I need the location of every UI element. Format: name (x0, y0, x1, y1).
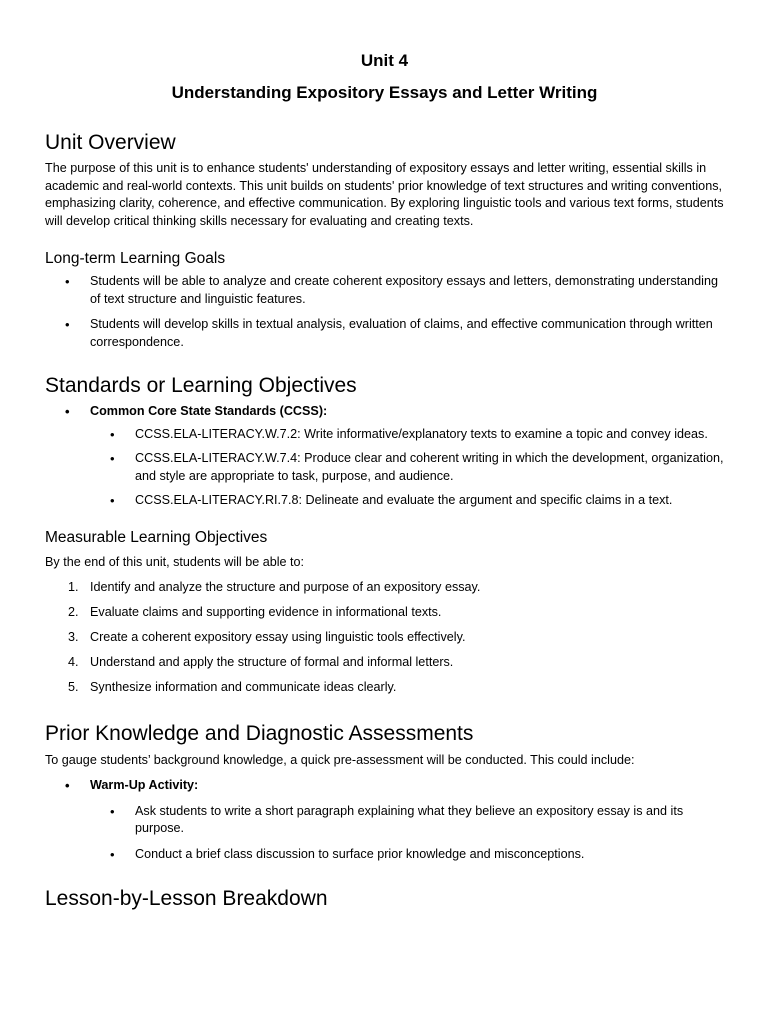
objective-number: 2. (68, 605, 79, 619)
measurable-objectives-intro: By the end of this unit, students will be able to: (45, 554, 305, 569)
objective-number: 1. (68, 580, 79, 594)
standard-item: • CCSS.ELA-LITERACY.RI.7.8: Delineate and evaluate the argument and specific claims in a text. (45, 492, 724, 510)
goal-item: • Students will develop skills in textual analysis, evaluation of claims, and effective communication through written correspondence. (45, 316, 724, 351)
unit-title: Unit 4 (360, 51, 409, 70)
warm-up-item: • Conduct a brief class discussion to surface prior knowledge and misconceptions. (45, 846, 724, 864)
long-term-goals-heading: Long-term Learning Goals (45, 250, 226, 267)
objective-text: Understand and apply the structure of formal and informal letters. (90, 655, 454, 669)
objective-number: 3. (68, 630, 79, 644)
warm-up-label: • Warm-Up Activity: (45, 777, 724, 795)
unit-subtitle: Understanding Expository Essays and Letter Writing (171, 83, 598, 102)
objective-number: 4. (68, 655, 79, 669)
unit-overview-heading: Unit Overview (45, 131, 176, 154)
objective-item (45, 629, 724, 647)
warm-up-activity-list (45, 803, 724, 864)
objective-number: 5. (68, 680, 79, 694)
objective-text: Identify and analyze the structure and purpose of an expository essay. (90, 580, 481, 594)
standard-item: • CCSS.ELA-LITERACY.W.7.2: Write informative/explanatory texts to examine a topic and convey ideas. (45, 426, 724, 444)
measurable-objectives-list (45, 579, 724, 697)
objective-text: Create a coherent expository essay using linguistic tools effectively. (90, 630, 466, 644)
prior-knowledge-intro: To gauge students’ background knowledge, a quick pre-assessment will be conducted. This could include: (45, 752, 635, 767)
prior-knowledge-heading: Prior Knowledge and Diagnostic Assessments (45, 721, 474, 745)
measurable-objectives-heading: Measurable Learning Objectives (45, 528, 268, 546)
objective-text: Synthesize information and communicate ideas clearly. (90, 680, 397, 694)
long-term-goals-list (45, 273, 724, 351)
standard-item: • CCSS.ELA-LITERACY.W.7.4: Produce clear and coherent writing in which the development, organization, and style are appropriate to task, purpose, and audience. (45, 450, 724, 485)
ccss-standards-list (45, 426, 724, 510)
goal-item: • Students will be able to analyze and create coherent expository essays and letters, demonstrating understanding of text structure and linguistic features. (45, 273, 724, 308)
lesson-breakdown-heading: Lesson-by-Lesson Breakdown (45, 887, 328, 910)
prior-knowledge-list (45, 777, 724, 795)
standards-heading: Standards or Learning Objectives (45, 374, 357, 397)
standards-list (45, 403, 724, 421)
objective-item (45, 654, 724, 672)
warm-up-item: • Ask students to write a short paragraph explaining what they believe an expository essay is and its purpose. (45, 803, 724, 838)
objective-item (45, 679, 724, 697)
ccss-label: • Common Core State Standards (CCSS): (45, 403, 724, 421)
objective-text: Evaluate claims and supporting evidence in informational texts. (90, 605, 442, 619)
objective-item (45, 604, 724, 622)
unit-overview-paragraph: The purpose of this unit is to enhance students' understanding of expository essays and letter writing, essential skills in academic and real-world contexts. This unit builds on students' prior knowledge of text structures and writing conventions, emphasizing clarity, coherence, and effective communication. By exploring linguistic tools and various text forms, students will develop critical thinking skills necessary for evaluating and creating texts. (45, 161, 724, 228)
objective-item (45, 579, 724, 597)
